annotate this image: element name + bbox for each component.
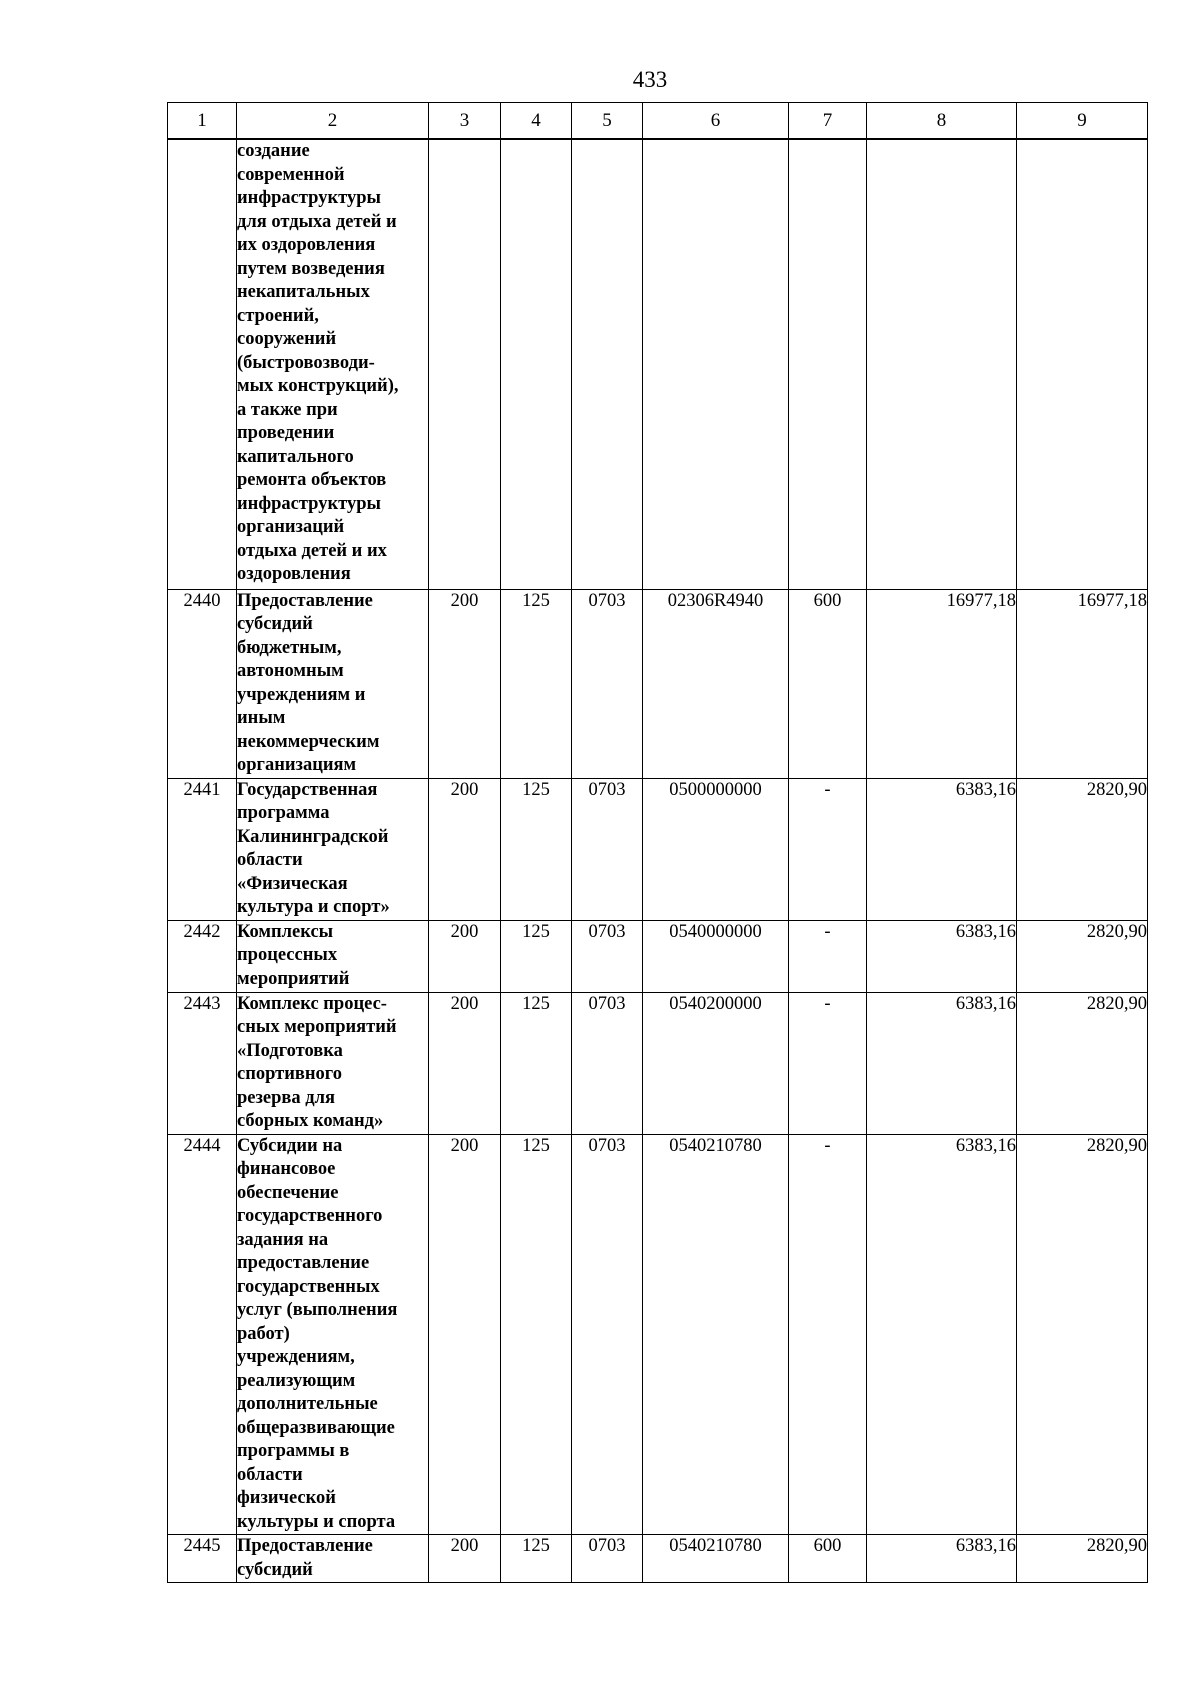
description-cell bbox=[237, 1134, 429, 1535]
description-line: спортивного bbox=[237, 1064, 343, 1084]
column-4-cell: 125 bbox=[501, 1134, 572, 1535]
table-row bbox=[168, 1535, 1148, 1583]
description-cell bbox=[237, 589, 429, 778]
column-4-cell: 125 bbox=[501, 1535, 572, 1583]
column-6-cell: 02306R4940 bbox=[643, 589, 789, 778]
column-8-cell: 6383,16 bbox=[867, 920, 1017, 992]
column-header: 6 bbox=[643, 103, 789, 140]
description-line: области bbox=[237, 1464, 303, 1485]
description-line: иным bbox=[237, 708, 286, 728]
column-5-cell: 0703 bbox=[572, 589, 643, 778]
column-7-cell: 600 bbox=[789, 1535, 867, 1583]
table-row bbox=[168, 992, 1148, 1134]
column-3-cell: 200 bbox=[429, 992, 501, 1134]
description-line: учреждениям и bbox=[237, 684, 366, 705]
description-line: Калининградской bbox=[237, 826, 389, 847]
description-cell bbox=[237, 1535, 429, 1583]
description-line: «Подготовка bbox=[237, 1040, 343, 1061]
description-line: реализующим bbox=[237, 1370, 356, 1391]
description-line: государственного bbox=[237, 1206, 383, 1226]
description-line: организаций bbox=[237, 517, 345, 537]
column-header: 5 bbox=[572, 103, 643, 140]
description-line: их оздоровления bbox=[237, 235, 376, 255]
column-6-cell: 0540000000 bbox=[643, 920, 789, 992]
column-8-cell: 6383,16 bbox=[867, 1535, 1017, 1583]
description-line: программа bbox=[237, 803, 330, 823]
description-line: Комплексы bbox=[237, 921, 334, 942]
column-7-cell: - bbox=[789, 920, 867, 992]
description-line: путем возведения bbox=[237, 258, 385, 279]
description-line: инфраструктуры bbox=[237, 493, 381, 514]
row-number-cell: 2445 bbox=[168, 1535, 237, 1583]
column-5-cell bbox=[572, 139, 643, 589]
description-line: капитального bbox=[237, 446, 354, 467]
column-5-cell: 0703 bbox=[572, 992, 643, 1134]
column-7-cell bbox=[789, 139, 867, 589]
column-4-cell: 125 bbox=[501, 589, 572, 778]
description-cell bbox=[237, 139, 429, 589]
column-6-cell: 0500000000 bbox=[643, 778, 789, 920]
description-line: работ) bbox=[237, 1323, 290, 1344]
column-7-cell: 600 bbox=[789, 589, 867, 778]
page-number: 433 bbox=[632, 67, 668, 92]
description-cell bbox=[237, 992, 429, 1134]
description-line: инфраструктуры bbox=[237, 188, 381, 208]
column-header: 3 bbox=[429, 103, 501, 140]
description-line: а также при bbox=[237, 399, 338, 420]
description-line: Субсидии на bbox=[237, 1135, 343, 1156]
column-8-cell: 6383,16 bbox=[867, 778, 1017, 920]
description-line: некоммерческим bbox=[237, 731, 380, 752]
description-line: сооружений bbox=[237, 329, 337, 349]
description-line: автономным bbox=[237, 661, 344, 681]
column-8-cell: 6383,16 bbox=[867, 1134, 1017, 1535]
row-number-cell bbox=[168, 139, 237, 589]
description-line: сборных команд» bbox=[237, 1111, 384, 1131]
column-9-cell: 2820,90 bbox=[1017, 992, 1148, 1134]
column-4-cell: 125 bbox=[501, 778, 572, 920]
description-line: «Физическая bbox=[237, 873, 348, 894]
column-3-cell: 200 bbox=[429, 1535, 501, 1583]
description-cell bbox=[237, 778, 429, 920]
column-5-cell: 0703 bbox=[572, 1134, 643, 1535]
description-line: задания на bbox=[237, 1229, 329, 1250]
column-8-cell: 16977,18 bbox=[867, 589, 1017, 778]
column-8-cell bbox=[867, 139, 1017, 589]
column-5-cell: 0703 bbox=[572, 1535, 643, 1583]
table-row bbox=[168, 1134, 1148, 1535]
row-number-cell: 2443 bbox=[168, 992, 237, 1134]
description-line: Предоставление bbox=[237, 590, 373, 611]
header-row bbox=[168, 103, 1148, 140]
description-line: обеспечение bbox=[237, 1182, 339, 1203]
description-line: субсидий bbox=[237, 1559, 313, 1580]
description-line: дополнительные bbox=[237, 1394, 378, 1414]
column-header: 1 bbox=[168, 103, 237, 140]
description-line: Комплекс процес- bbox=[237, 993, 387, 1014]
column-6-cell: 0540210780 bbox=[643, 1134, 789, 1535]
column-7-cell: - bbox=[789, 992, 867, 1134]
column-9-cell: 2820,90 bbox=[1017, 1535, 1148, 1583]
description-line: Предоставление bbox=[237, 1536, 373, 1556]
description-line: предоставление bbox=[237, 1253, 370, 1273]
column-3-cell: 200 bbox=[429, 589, 501, 778]
column-header: 4 bbox=[501, 103, 572, 140]
table-body bbox=[168, 139, 1148, 1583]
description-line: учреждениям, bbox=[237, 1347, 355, 1367]
column-7-cell: - bbox=[789, 778, 867, 920]
row-number-cell: 2442 bbox=[168, 920, 237, 992]
description-line: общеразвивающие bbox=[237, 1417, 395, 1438]
budget-table bbox=[167, 102, 1148, 1583]
column-6-cell: 0540210780 bbox=[643, 1535, 789, 1583]
description-line: услуг (выполнения bbox=[237, 1300, 398, 1320]
description-line: организациям bbox=[237, 755, 357, 775]
column-header: 9 bbox=[1017, 103, 1148, 140]
row-number-cell: 2444 bbox=[168, 1134, 237, 1535]
description-line: современной bbox=[237, 164, 345, 185]
column-header: 7 bbox=[789, 103, 867, 140]
column-header: 8 bbox=[867, 103, 1017, 140]
column-9-cell: 16977,18 bbox=[1017, 589, 1148, 778]
description-line: бюджетным, bbox=[237, 637, 342, 658]
column-8-cell: 6383,16 bbox=[867, 992, 1017, 1134]
table-row bbox=[168, 920, 1148, 992]
table-row bbox=[168, 139, 1148, 589]
description-line: культуры и спорта bbox=[237, 1511, 396, 1532]
description-line: отдыха детей и их bbox=[237, 540, 387, 561]
description-line: культура и спорт» bbox=[237, 897, 390, 917]
column-9-cell: 2820,90 bbox=[1017, 778, 1148, 920]
description-line: проведении bbox=[237, 423, 335, 443]
description-line: финансовое bbox=[237, 1159, 336, 1179]
description-line: оздоровления bbox=[237, 564, 351, 584]
table-row bbox=[168, 778, 1148, 920]
column-6-cell bbox=[643, 139, 789, 589]
column-7-cell: - bbox=[789, 1134, 867, 1535]
table-row bbox=[168, 589, 1148, 778]
description-line: мероприятий bbox=[237, 968, 350, 989]
description-line: области bbox=[237, 850, 303, 870]
description-line: резерва для bbox=[237, 1087, 336, 1108]
column-9-cell bbox=[1017, 139, 1148, 589]
column-3-cell: 200 bbox=[429, 778, 501, 920]
description-line: процессных bbox=[237, 945, 338, 965]
column-4-cell: 125 bbox=[501, 992, 572, 1134]
description-line: программы в bbox=[237, 1441, 350, 1461]
column-6-cell: 0540200000 bbox=[643, 992, 789, 1134]
description-line: строений, bbox=[237, 305, 319, 326]
column-9-cell: 2820,90 bbox=[1017, 1134, 1148, 1535]
column-9-cell: 2820,90 bbox=[1017, 920, 1148, 992]
description-line: физической bbox=[237, 1488, 336, 1508]
column-5-cell: 0703 bbox=[572, 920, 643, 992]
description-line: некапитальных bbox=[237, 282, 370, 302]
description-line: субсидий bbox=[237, 614, 313, 634]
description-line: мых конструкций), bbox=[237, 376, 399, 396]
description-line: ремонта объектов bbox=[237, 470, 387, 490]
row-number-cell: 2440 bbox=[168, 589, 237, 778]
column-3-cell: 200 bbox=[429, 920, 501, 992]
description-line: создание bbox=[237, 141, 310, 161]
description-cell bbox=[237, 920, 429, 992]
description-line: государственных bbox=[237, 1276, 380, 1297]
column-4-cell bbox=[501, 139, 572, 589]
column-3-cell bbox=[429, 139, 501, 589]
description-line: для отдыха детей и bbox=[237, 211, 397, 232]
column-3-cell: 200 bbox=[429, 1134, 501, 1535]
column-5-cell: 0703 bbox=[572, 778, 643, 920]
column-4-cell: 125 bbox=[501, 920, 572, 992]
column-header: 2 bbox=[237, 103, 429, 140]
row-number-cell: 2441 bbox=[168, 778, 237, 920]
description-line: сных мероприятий bbox=[237, 1017, 397, 1037]
description-line: (быстровозводи- bbox=[237, 352, 375, 373]
description-line: Государственная bbox=[237, 779, 378, 800]
